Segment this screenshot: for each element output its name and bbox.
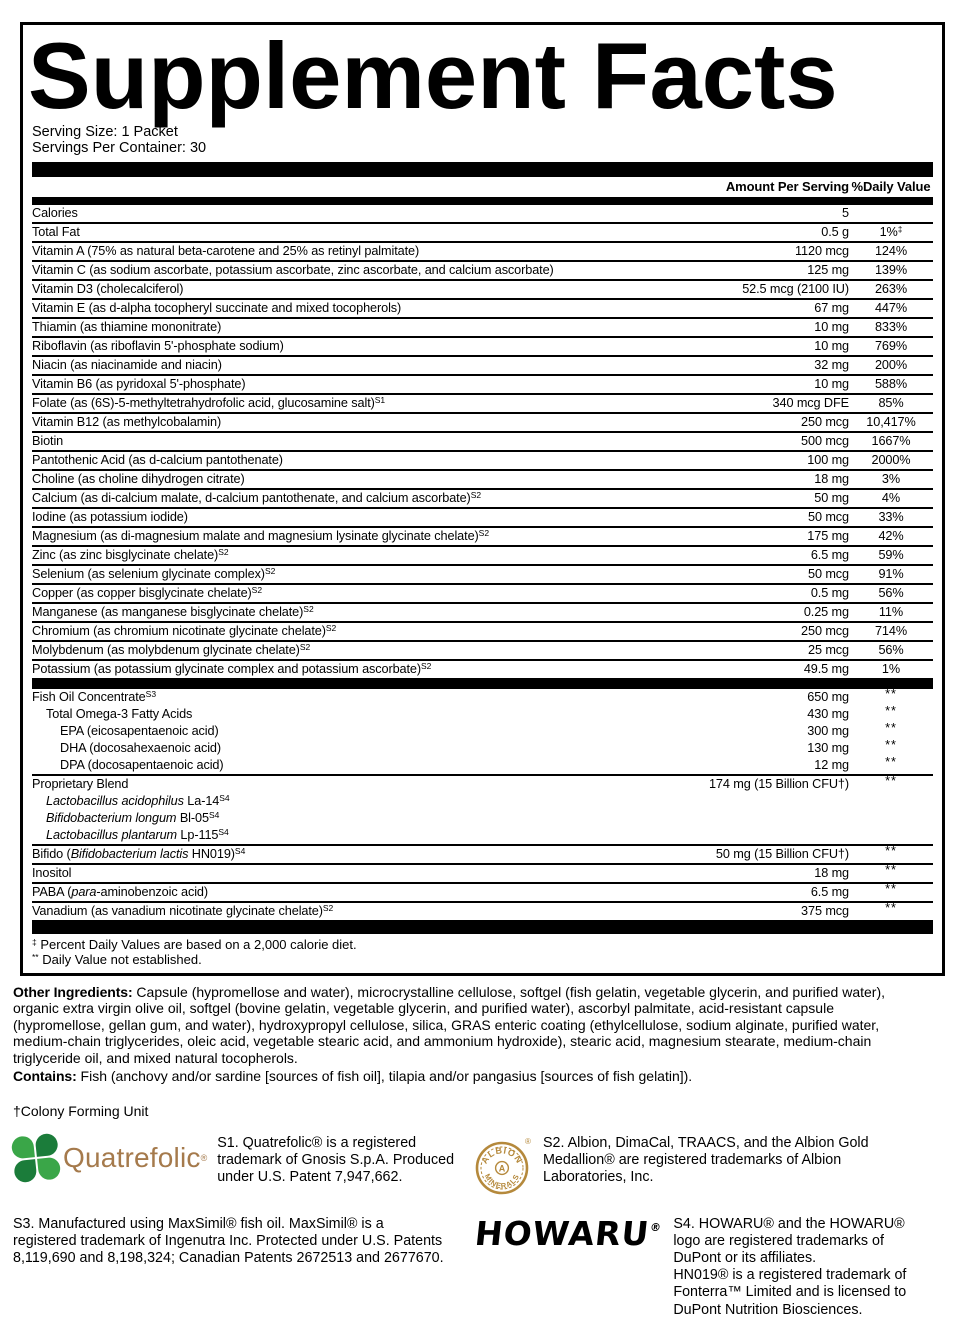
- quatrefolic-wordmark: Quatrefolic: [63, 1141, 201, 1173]
- nutrient-row: [32, 374, 933, 393]
- nutrient-row: [32, 412, 933, 431]
- albion-center-letter: A: [498, 1163, 506, 1174]
- daily-value-percent: 2000%: [871, 453, 911, 468]
- daily-value-percent: 714%: [874, 624, 908, 639]
- nutrient-row: [32, 393, 933, 412]
- other-ingredients-label: Other Ingredients:: [13, 983, 133, 1000]
- albion-word-top: ALBION: [479, 1145, 525, 1166]
- nutrient-name: Choline (as choline dihydrogen citrate): [32, 472, 245, 487]
- amount-per-serving-value: 5: [842, 206, 849, 221]
- amount-per-serving-value: 375 mcg: [801, 904, 849, 919]
- daily-value-percent: **: [885, 755, 897, 770]
- nutrient-name: Copper (as copper bisglycinate chelate)$^{S2}$: [32, 585, 263, 601]
- amount-per-serving-header: Amount Per Serving: [725, 178, 849, 194]
- nutrient-row: [32, 260, 933, 279]
- nutrient-row: [32, 431, 933, 450]
- serving-size: Serving Size: 1 Packet: [32, 124, 178, 141]
- quatrefolic-logo: [13, 1135, 207, 1181]
- nutrient-row: [32, 706, 933, 723]
- nutrient-name: EPA (eicosapentaenoic acid): [60, 724, 219, 739]
- nutrient-row: [32, 602, 933, 621]
- amount-per-serving-value: 52.5 mcg (2100 IU): [742, 282, 849, 297]
- daily-value-percent: 33%: [878, 510, 904, 525]
- nutrient-row: [32, 621, 933, 640]
- s4-note-line1: S4. HOWARU® and the HOWARU® logo are registered trademarks of DuPont or its affiliates.: [673, 1215, 905, 1267]
- daily-value-percent: 1%‡: [879, 224, 903, 240]
- amount-per-serving-value: 67 mg: [814, 301, 849, 316]
- nutrient-name: Riboflavin (as riboflavin 5'-phosphate sodium): [32, 339, 284, 354]
- nutrient-name: Lactobacillus acidophilus $La-14^{S4}$: [46, 793, 230, 809]
- s4-note: [673, 1216, 925, 1319]
- nutrient-name: Zinc (as zinc bisglycinate chelate)$^{S2}$: [32, 547, 229, 563]
- nutrient-row: [32, 564, 933, 583]
- nutrient-row: [32, 507, 933, 526]
- nutrient-row: [32, 205, 933, 222]
- label-lower-section: [13, 984, 925, 1319]
- daily-value-percent: 263%: [874, 282, 908, 297]
- daily-value-percent: **: [885, 704, 897, 719]
- nutrient-name: Vitamin C (as sodium ascorbate, potassium ascorbate, zinc ascorbate, and calcium ascorbate): [32, 263, 554, 278]
- dagger-mark: ‡: [32, 937, 37, 948]
- nutrient-row: [32, 882, 933, 901]
- daily-value-percent: 200%: [874, 358, 908, 373]
- amount-per-serving-value: 125 mg: [807, 263, 849, 278]
- nutrient-row: [32, 488, 933, 507]
- daily-value-percent: **: [885, 844, 897, 859]
- contains-text: Fish (anchovy and/or sardine [sources of fish oil], tilapia and/or pangasius [sources of fish gelatin]).: [76, 1068, 693, 1085]
- contains-statement: [13, 1068, 925, 1085]
- nutrient-name: Bifidobacterium longum $Bl-05^{S4}$: [46, 810, 220, 826]
- nutrient-name: Vitamin D3 (cholecalciferol): [32, 282, 184, 297]
- amount-per-serving-value: 6.5 mg: [810, 885, 849, 900]
- nutrient-name: Lactobacillus plantarum $Lp-115^{S4}$: [46, 827, 229, 843]
- divider-bar-header: [32, 197, 933, 205]
- amount-per-serving-value: 50 mcg: [807, 510, 849, 525]
- nutrient-row: [32, 450, 933, 469]
- howaru-section: [473, 1213, 925, 1319]
- not-established-footnote: ** Daily Value not established.: [32, 952, 202, 968]
- amount-per-serving-value: 50 mcg: [807, 567, 849, 582]
- other-ingredients-text: Capsule (hypromellose and water), microcrystalline cellulose, softgel (fish gelatin, vegetable glycerin, and purified water), organic extra virgin olive oil, softgel (bovine gelatin, vegetable glycerin, and purified water), ascorbyl palmitate, acid-resistant capsule (hypromellose, gellan gum, and water), hydroxypropyl cellulose, silica, GRAS enteric coating (ethylcellulose, sodium alginate, purified water, medium-chain triglycerides, oleic acid, vegetable stearic acid, and ammonium hydroxide), stearic acid, magnesium stearate, medium-chain triglyceride oil, and mixed natural tocopherols.: [13, 983, 886, 1066]
- servings-per-container: Servings Per Container: 30: [32, 140, 207, 157]
- nutrient-row: [32, 723, 933, 740]
- divider-bar-section: [32, 678, 933, 689]
- daily-value-footnote: ‡ Percent Daily Values are based on a 2,000 calorie diet.: [32, 937, 357, 953]
- nutrient-name: Pantothenic Acid (as d-calcium pantothenate): [32, 453, 283, 468]
- amount-per-serving-value: 50 mg: [814, 491, 849, 506]
- nutrient-row: [32, 863, 933, 882]
- clover-leaf: [37, 1156, 61, 1180]
- nutrient-row: [32, 827, 933, 844]
- clover-leaf: [35, 1133, 59, 1157]
- amount-per-serving-value: 300 mg: [807, 724, 849, 739]
- maxsimil-section: [13, 1216, 475, 1319]
- cfu-note: †Colony Forming Unit: [13, 1102, 149, 1119]
- amount-per-serving-value: 430 mg: [807, 707, 849, 722]
- amount-per-serving-value: 0.5 mg: [810, 586, 849, 601]
- daily-value-percent: **: [885, 901, 897, 916]
- amount-per-serving-value: 49.5 mg: [803, 662, 849, 677]
- amount-per-serving-value: 340 mcg DFE: [772, 396, 849, 411]
- nutrient-table-blends: [32, 689, 933, 920]
- daily-value-percent: **: [885, 687, 897, 702]
- nutrient-row: [32, 545, 933, 564]
- nutrient-name: Iodine (as potassium iodide): [32, 510, 188, 525]
- nutrient-row: [32, 298, 933, 317]
- nutrient-name: DPA (docosapentaenoic acid): [60, 758, 224, 773]
- contains-label: Contains:: [13, 1068, 77, 1085]
- quatrefolic-section: [13, 1135, 475, 1202]
- nutrient-name: Vanadium (as vanadium nicotinate glycinate chelate)$^{S2}$: [32, 903, 334, 919]
- other-ingredients: [13, 984, 925, 1067]
- albion-word-bottom: MINERALS: [482, 1172, 522, 1191]
- daily-value-percent: **: [885, 721, 897, 736]
- daily-value-percent: **: [885, 882, 897, 897]
- registered-mark-icon: ®: [649, 1220, 663, 1234]
- amount-per-serving-value: 12 mg: [814, 758, 849, 773]
- nutrient-name: Potassium (as potassium glycinate complex and potassium ascorbate)$^{S2}$: [32, 661, 432, 677]
- nutrient-row: [32, 469, 933, 488]
- daily-value-percent: **: [885, 863, 897, 878]
- nutrient-name: Selenium (as selenium glycinate complex)$^{S2}$: [32, 566, 276, 582]
- daily-value-percent: 91%: [878, 567, 904, 582]
- s2-note: S2. Albion, DimaCal, TRAACS, and the Albion Gold Medallion® are registered trademarks of Albion Laboratories, Inc.: [543, 1134, 869, 1186]
- amount-per-serving-value: 130 mg: [807, 741, 849, 756]
- amount-per-serving-value: 0.25 mg: [803, 605, 849, 620]
- amount-per-serving-value: 175 mg: [807, 529, 849, 544]
- nutrient-row: [32, 901, 933, 920]
- daily-value-percent: 139%: [874, 263, 908, 278]
- nutrient-name: Molybdenum (as molybdenum glycinate chelate)$^{S2}$: [32, 642, 311, 658]
- amount-per-serving-value: 32 mg: [814, 358, 849, 373]
- nutrient-row: [32, 810, 933, 827]
- daily-value-percent: 4%: [881, 491, 901, 506]
- nutrient-name: Total Fat: [32, 225, 80, 240]
- nutrient-name: Vitamin A (75% as natural beta-carotene and 25% as retinyl palmitate): [32, 244, 420, 259]
- nutrient-name: PABA (para-aminobenzoic acid): [32, 885, 208, 900]
- nutrient-row: [32, 640, 933, 659]
- amount-per-serving-value: 650 mg: [807, 690, 849, 705]
- nutrient-name: Inositol: [32, 866, 72, 881]
- nutrient-row: [32, 241, 933, 260]
- column-header: [32, 177, 933, 198]
- nutrient-name: Proprietary Blend: [32, 777, 129, 792]
- daily-value-percent: 1%: [881, 662, 901, 677]
- daily-value-percent: 56%: [878, 643, 904, 658]
- s1-note: S1. Quatrefolic® is a registered trademark of Gnosis S.p.A. Produced under U.S. Patent 7,947,662.: [217, 1134, 455, 1186]
- page-title: Supplement Facts: [28, 23, 838, 128]
- asterisks-mark: **: [32, 952, 39, 963]
- nutrient-row: [32, 757, 933, 774]
- daily-value-percent: 833%: [874, 320, 908, 335]
- amount-per-serving-value: 100 mg: [807, 453, 849, 468]
- nutrient-name: Fish Oil Concentrate$^{S3}$: [32, 689, 157, 705]
- amount-per-serving-value: 10 mg: [814, 377, 849, 392]
- albion-medallion-icon: [475, 1135, 533, 1202]
- nutrient-name: Biotin: [32, 434, 64, 449]
- daily-value-percent: 769%: [874, 339, 908, 354]
- daily-value-percent: 3%: [881, 472, 901, 487]
- nutrient-row: [32, 336, 933, 355]
- amount-per-serving-value: 500 mcg: [801, 434, 849, 449]
- clover-icon: [11, 1133, 62, 1184]
- divider-bar-bottom: [32, 920, 933, 934]
- amount-per-serving-value: 10 mg: [814, 320, 849, 335]
- nutrient-name: Magnesium (as di-magnesium malate and magnesium lysinate glycinate chelate)$^{S2}$: [32, 528, 490, 544]
- daily-value-percent: 59%: [878, 548, 904, 563]
- daily-value-header: %Daily Value: [851, 178, 931, 194]
- nutrient-row: [32, 740, 933, 757]
- divider-bar-top: [32, 162, 933, 177]
- nutrient-row: [32, 526, 933, 545]
- supplement-facts-panel: [20, 22, 945, 976]
- daily-value-percent: 85%: [878, 396, 904, 411]
- nutrient-row: [32, 583, 933, 602]
- amount-per-serving-value: 6.5 mg: [810, 548, 849, 563]
- registered-mark-icon: ®: [200, 1152, 208, 1163]
- daily-value-percent: **: [885, 774, 897, 789]
- nutrient-row: [32, 317, 933, 336]
- nutrient-row: [32, 793, 933, 810]
- albion-section: [475, 1135, 925, 1202]
- nutrient-name: DHA (docosahexaenoic acid): [60, 741, 222, 756]
- nutrient-name: Total Omega-3 Fatty Acids: [46, 707, 193, 722]
- nutrient-name: Folate (as (6S)-5-methyltetrahydrofolic acid, glucosamine salt)$^{S1}$: [32, 395, 386, 411]
- daily-value-percent: 588%: [874, 377, 908, 392]
- nutrient-row: [32, 689, 933, 706]
- amount-per-serving-value: 25 mcg: [807, 643, 849, 658]
- amount-per-serving-value: 174 mg (15 Billion CFU†): [708, 777, 849, 792]
- amount-per-serving-value: 250 mcg: [801, 624, 849, 639]
- footnotes: [32, 934, 933, 970]
- daily-value-percent: 124%: [874, 244, 908, 259]
- nutrient-name: Thiamin (as thiamine mononitrate): [32, 320, 222, 335]
- nutrient-name: Vitamin B12 (as methylcobalamin): [32, 415, 222, 430]
- daily-value-percent: 11%: [878, 605, 904, 620]
- amount-per-serving-value: 0.5 g: [821, 225, 849, 240]
- amount-per-serving-value: 250 mcg: [801, 415, 849, 430]
- nutrient-name: Vitamin E (as d-alpha tocopheryl succinate and mixed tocopherols): [32, 301, 402, 316]
- trademark-grid: [13, 1135, 925, 1319]
- nutrient-row: [32, 279, 933, 298]
- clover-leaf: [13, 1159, 37, 1183]
- nutrient-name: Calcium (as di-calcium malate, d-calcium pantothenate, and calcium ascorbate)$^{S2}$: [32, 490, 482, 506]
- s3-note: S3. Manufactured using MaxSimil® fish oil. MaxSimil® is a registered trademark of Ingenutra Inc. Protected under U.S. Patents 8,119,690 and 8,198,324; Canadian Patents 2672513 and 2677670.: [13, 1215, 444, 1267]
- daily-value-percent: **: [885, 738, 897, 753]
- nutrient-table-main: [32, 205, 933, 678]
- amount-per-serving-value: 18 mg: [814, 472, 849, 487]
- amount-per-serving-value: 50 mg (15 Billion CFU†): [715, 847, 849, 862]
- nutrient-row: [32, 222, 933, 241]
- amount-per-serving-value: 1120 mcg: [795, 244, 849, 259]
- nutrient-row: [32, 774, 933, 793]
- nutrient-row: [32, 844, 933, 863]
- nutrient-name: Manganese (as manganese bisglycinate chelate)$^{S2}$: [32, 604, 314, 620]
- clover-leaf: [11, 1135, 35, 1159]
- registered-mark-icon: ®: [525, 1136, 531, 1146]
- daily-value-percent: 42%: [878, 529, 904, 544]
- amount-per-serving-value: 18 mg: [814, 866, 849, 881]
- howaru-wordmark: HOWARU®: [473, 1213, 663, 1253]
- nutrient-row: [32, 659, 933, 678]
- daily-value-percent: 447%: [874, 301, 908, 316]
- nutrient-name: Chromium (as chromium nicotinate glycinate chelate)$^{S2}$: [32, 623, 337, 639]
- amount-per-serving-value: 10 mg: [814, 339, 849, 354]
- nutrient-name: Calories: [32, 206, 78, 221]
- nutrient-name: Niacin (as niacinamide and niacin): [32, 358, 222, 373]
- nutrient-name: Bifido (Bifidobacterium lactis HN019)$^{S4}$: [32, 846, 246, 862]
- daily-value-percent: 10,417%: [866, 415, 916, 430]
- nutrient-name: Vitamin B6 (as pyridoxal 5'-phosphate): [32, 377, 246, 392]
- s4-note-line2: HN019® is a registered trademark of Fonterra™ Limited and is licensed to DuPont Nutrition Biosciences.: [673, 1267, 907, 1318]
- nutrient-row: [32, 355, 933, 374]
- daily-value-percent: 56%: [878, 586, 904, 601]
- daily-value-percent: 1667%: [871, 434, 911, 449]
